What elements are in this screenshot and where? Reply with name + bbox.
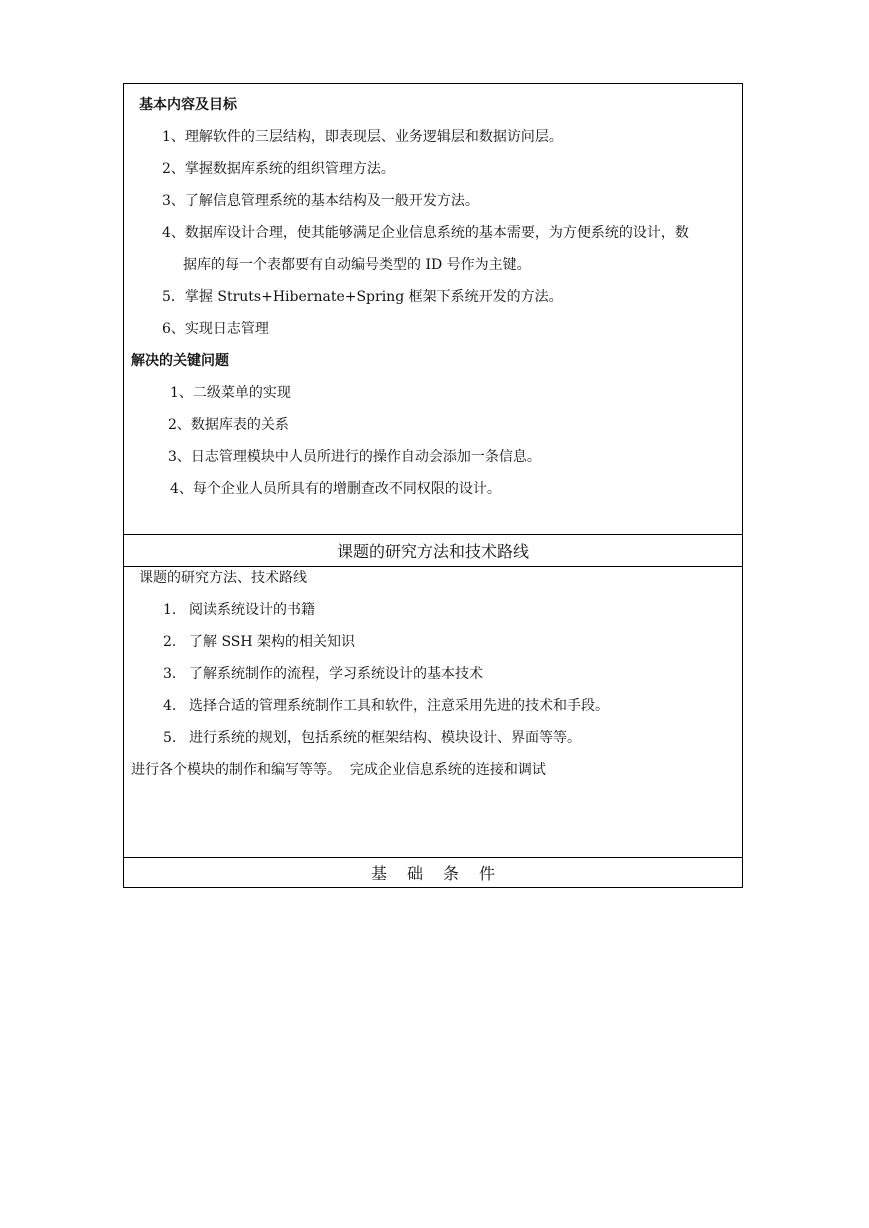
goal-item-4: 4、数据库设计合理，使其能够满足企业信息系统的基本需要，为方便系统的设计，数: [162, 225, 689, 241]
header-research-methods: 课题的研究方法和技术路线: [336, 542, 529, 561]
goal-item-4-continued: 据库的每一个表都要有自动编号类型的 ID 号作为主键。: [183, 257, 531, 273]
step-text-1: 阅读系统设计的书籍: [189, 602, 315, 618]
step-text-4: 选择合适的管理系统制作工具和软件，注意采用先进的技术和手段。: [189, 698, 609, 714]
divider: [124, 857, 742, 858]
goal-item-5: 5．掌握 Struts+Hibernate+Spring 框架下系统开发的方法。: [162, 289, 563, 305]
header-basic-conditions-label: 基础条件: [370, 864, 515, 883]
step-number-2: 2.: [163, 634, 177, 650]
problem-item-2: 2、数据库表的关系: [168, 417, 289, 433]
goal-item-6: 6、实现日志管理: [162, 321, 269, 337]
form-table: [123, 83, 743, 888]
goal-item-1: 1、理解软件的三层结构，即表现层、业务逻辑层和数据访问层。: [162, 129, 563, 145]
step-number-4: 4.: [163, 698, 177, 714]
goal-item-3: 3、了解信息管理系统的基本结构及一般开发方法。: [162, 193, 479, 209]
goal-item-2: 2、掌握数据库系统的组织管理方法。: [162, 161, 395, 177]
divider: [124, 566, 742, 567]
step-number-1: 1.: [163, 602, 177, 618]
research-subtitle: 课题的研究方法、技术路线: [139, 570, 307, 586]
step-text-5: 进行系统的规划，包括系统的框架结构、模块设计、界面等等。: [189, 730, 581, 746]
step-text-3: 了解系统制作的流程，学习系统设计的基本技术: [189, 666, 483, 682]
problem-item-4: 4、每个企业人员所具有的增删查改不同权限的设计。: [170, 481, 501, 497]
research-tail: 进行各个模块的制作和编写等等。 完成企业信息系统的连接和调试: [131, 762, 546, 778]
header-basic-conditions: [124, 864, 742, 884]
problem-item-3: 3、日志管理模块中人员所进行的操作自动会添加一条信息。: [168, 449, 541, 465]
divider: [124, 534, 742, 535]
step-number-3: 3.: [163, 666, 177, 682]
problem-item-1: 1、二级菜单的实现: [170, 385, 291, 401]
step-number-5: 5.: [163, 730, 177, 746]
section-title-content-goals: 基本内容及目标: [139, 97, 237, 113]
step-text-2: 了解 SSH 架构的相关知识: [189, 634, 356, 650]
section-title-key-problems: 解决的关键问题: [131, 353, 229, 369]
